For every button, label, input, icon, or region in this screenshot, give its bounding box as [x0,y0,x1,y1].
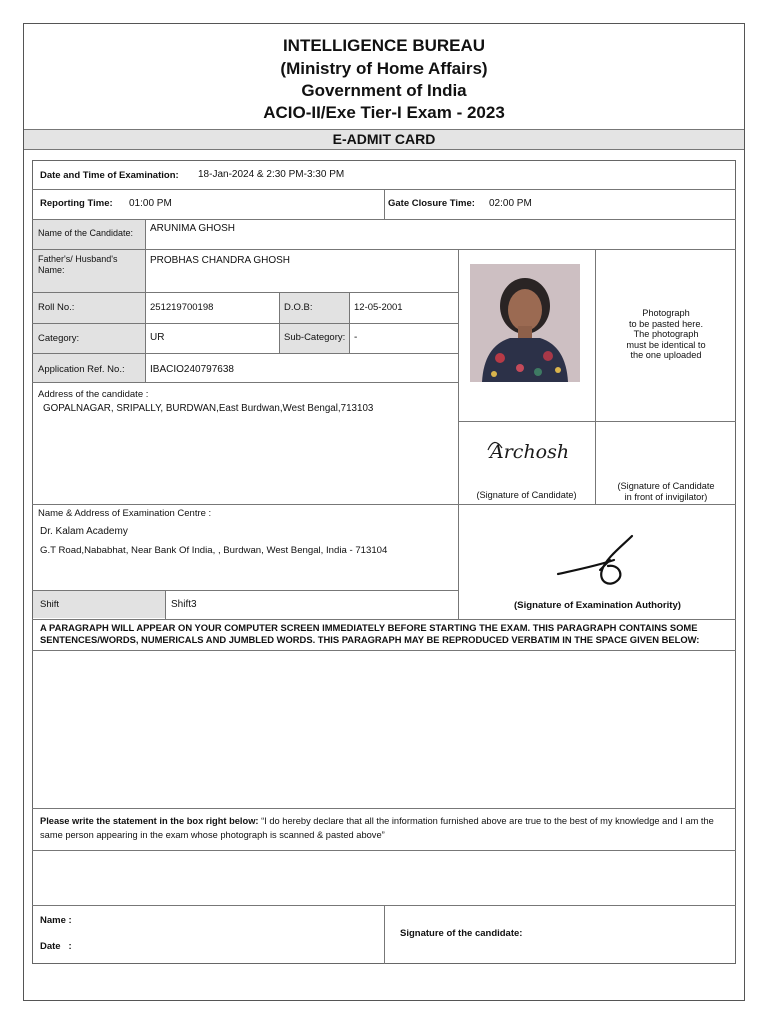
photo-paste-line: Photograph [642,308,690,318]
address-label: Address of the candidate : [38,389,149,400]
rule [32,292,458,293]
rule [32,323,458,324]
rule [595,249,596,504]
photo-paste-line: to be pasted here. [628,318,704,329]
gate-closure-value: 02:00 PM [489,198,532,209]
address-value: GOPALNAGAR, SRIPALLY, BURDWAN,East Burdwan,West Bengal,713103 [43,403,374,414]
invigilator-caption-line: (Signature of Candidate [617,481,715,491]
rule [32,249,736,250]
subcategory-label: Sub-Category: [284,332,346,343]
dob-label: D.O.B: [284,302,313,313]
authority-signature-caption: (Signature of Examination Authority) [513,600,681,611]
declaration-statement: “I do hereby declare that all the information furnished above are true to the best of my knowledge and I am the same person appearing in the exam whose photograph is scanned & pasted above” [40,816,714,840]
candidate-signature [484,430,584,470]
centre-address: G.T Road,Nababhat, Near Bank Of India, , Burdwan, West Bengal, India - 713104 [40,545,388,556]
candidate-signature-text: Archosh [490,441,570,463]
reporting-time-value: 01:00 PM [129,198,172,209]
candidate-name-label: Name of the Candidate: [38,228,134,238]
application-ref-label: Application Ref. No.: [38,364,125,375]
rule [32,353,458,354]
candidate-signature-caption: (Signature of Candidate) [476,490,577,500]
rule [32,619,736,620]
dob-value: 12-05-2001 [354,302,403,313]
roll-no-value: 251219700198 [150,302,214,313]
ministry-title: (Ministry of Home Affairs) [280,59,488,78]
shift-value: Shift3 [171,599,197,610]
photo-paste-line: the one uploaded [630,350,702,360]
rule [458,421,736,422]
paragraph-writing-area[interactable] [33,651,735,807]
rule [384,189,385,219]
centre-name: Dr. Kalam Academy [40,526,128,537]
reporting-time-label: Reporting Time: [40,198,113,209]
footer-signature-label: Signature of the candidate: [400,928,523,939]
rule [32,219,736,220]
rule [384,905,385,964]
subcategory-value: - [354,332,358,343]
declaration-writing-area[interactable] [33,851,735,904]
gate-closure-label: Gate Closure Time: [388,198,475,209]
footer-name-label: Name : [40,915,72,926]
government-title: Government of India [301,81,467,100]
invigilator-signature-caption [596,481,736,502]
authority-signature [552,530,642,592]
category-value: UR [150,332,165,343]
application-ref-value: IBACIO240797638 [150,364,234,375]
rule [32,382,458,383]
rule [145,219,146,382]
admit-card-heading: E-ADMIT CARD [24,129,744,150]
father-name-label: Father's/ Husband's Name: [38,254,118,275]
org-title: INTELLIGENCE BUREAU [282,36,486,55]
rule [165,590,166,619]
rule [458,249,459,619]
exam-datetime-value: 18-Jan-2024 & 2:30 PM-3:30 PM [198,169,345,180]
declaration-text [40,814,732,842]
footer-date-label: Date : [40,941,72,952]
declaration-lead: Please write the statement in the box right below: [40,816,259,826]
father-name-value: PROBHAS CHANDRA GHOSH [150,255,291,266]
rule [32,504,736,505]
invigilator-caption-line: in front of invigilator) [624,491,708,502]
category-label: Category: [38,333,80,344]
photo-paste-instruction [596,308,736,361]
centre-label: Name & Address of Examination Centre : [38,508,212,519]
exam-title: ACIO-II/Exe Tier-I Exam - 2023 [263,103,505,122]
roll-no-label: Roll No.: [38,302,75,313]
exam-datetime-label: Date and Time of Examination: [40,170,179,181]
candidate-photo-image [470,264,580,382]
rule [32,808,736,809]
photo-paste-line: must be identical to [626,339,706,350]
rule [279,292,280,353]
paragraph-notice: A PARAGRAPH WILL APPEAR ON YOUR COMPUTER SCREEN IMMEDIATELY BEFORE STARTING THE EXAM. THIS PARAGRAPH CONTAINS SOME SENTENCES/WORDS, NUMERICALS AND JUMBLED WORDS. THIS PARAGRAPH MAY BE REPRODUCED VERBATIM IN THE SPACE GIVEN BELOW: [40,622,700,645]
shift-label: Shift [40,599,60,610]
candidate-name-value: ARUNIMA GHOSH [150,223,236,234]
rule [349,292,350,353]
candidate-photo [470,264,580,382]
rule [32,590,458,591]
photo-paste-line: The photograph [633,329,699,339]
